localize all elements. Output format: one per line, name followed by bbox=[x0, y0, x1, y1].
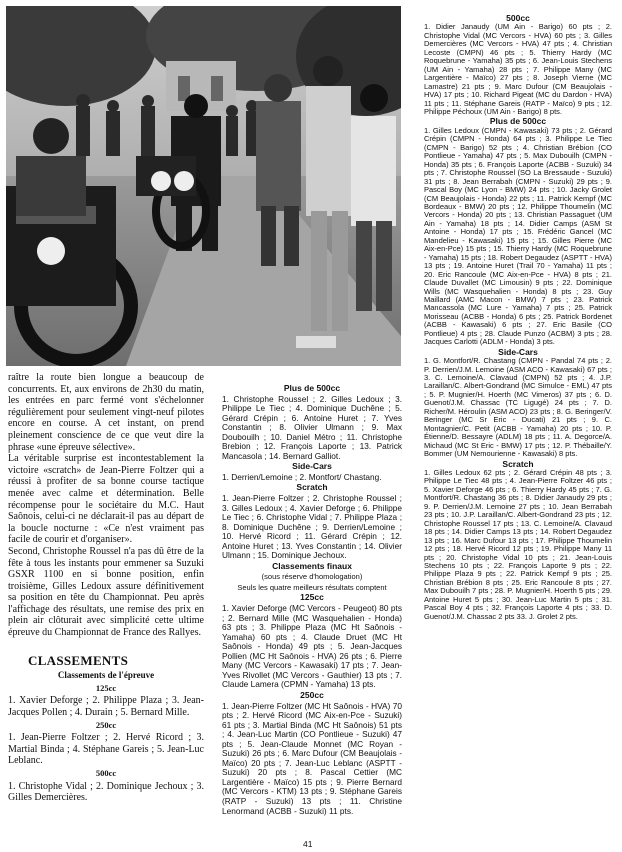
article-paragraph: La véritable surprise est incontestablement la victoire «scratch» de Jean-Pierre Foltzer qui a réussi à profiter de sa bonne course tactique menée avec calme et détermination. Belle récompense pour le sociétaire du M.C. Haut Saônois, celui-ci ne déclarait-il pas au départ de la boucle nocturne : «Ce n'est vraiment pas facile de courir et d'organiser». bbox=[8, 453, 204, 546]
section-heading: 125cc bbox=[95, 682, 117, 693]
results-text: 1. G. Montfort/R. Chastang (CMPN - Pandal 74 pts ; 2. P. Derrien/J.M. Lemoine (ASM ACO - Kawasaki) 67 pts ; 3. C. Lemoine/A. Clavaud (CMPN) 52 pts ; 4. J.P. Laraillan/C. Albert-Gondrand (MC Simulce - EML) 47 pts ; 5. P. Mugnier/H. Hoerth (MC Vimeros) 37 pts ; 6. D. Guenot/J.M. Chassac (TC Ligugé) 24 pts ; 7. D. Richer/M. Héroulin (ASM ACO) 23 pts ; 8. G. Beringer/V. Beringer (MC Sr Eric - Ducati) 21 pts ; 9. C. Montagnier/C. Petit (ACBB - Yamaha) 20 pts ; 10. P. Étienne/D. Bessayre (ADLM) 18 pts ; 11. A. Degorce/A. Michaud (MC St Eric - BMW) 17 pts ; 12. P. Thébaille/Y. Bommer (UM Nemourienne - Kawasaki) 8 pts. bbox=[424, 356, 612, 459]
results-text: 1. Jean-Pierre Foltzer ; 2. Hervé Ricord ; 3. Martial Binda ; 4. Stéphane Gareis ; 5. Jean-Luc Leblanc. bbox=[8, 732, 204, 767]
section-heading: Plus de 500cc bbox=[283, 383, 341, 393]
section-heading: Plus de 500cc bbox=[489, 116, 547, 127]
section-subheading: Seuls les quatre meilleurs résultats comptent bbox=[237, 582, 387, 592]
page-number: 41 bbox=[303, 839, 313, 849]
results-text: 1. Jean-Pierre Foltzer ; 2. Christophe Roussel ; 3. Gilles Ledoux ; 4. Xavier Deforge ; 6. Philippe Le Tiec ; 6. Christophe Vidal ; 7. Philippe Plaza ; 8. Dominique Duchêne ; 9. Derrien/Lemoine ; 10. Hervé Ricord ; 11. Gérard Crépin ; 12. Antoine Huret ; 13. Yves Constantin ; 14. Olivier Ulmann ; 15. Dominique Jechoux. bbox=[222, 493, 402, 561]
classements-heading: CLASSEMENTS bbox=[28, 652, 129, 668]
results-column-right bbox=[424, 13, 612, 621]
section-heading: 500cc bbox=[506, 13, 530, 23]
results-column-middle bbox=[222, 383, 402, 816]
results-text: 1. Christophe Vidal ; 2. Dominique Jechoux ; 3. Gilles Demercières. bbox=[8, 780, 204, 804]
results-text: 1. Xavier Deforge ; 2. Philippe Plaza ; 3. Jean-Jacques Pollen ; 4. Durain ; 5. Bernard Mille. bbox=[8, 695, 204, 719]
section-heading: Side-Cars bbox=[292, 461, 332, 472]
results-text: 1. Didier Janaudy (UM Ain - Barigo) 60 pts ; 2. Christophe Vidal (MC Vercors - HVA) 60 pts ; 3. Gilles Demercières (MC Vercors - HVA) 47 pts ; 4. Christian Lecoste (CMPN) 46 pts ; 5. Thierry Hardy (MC Roquebrune - Yamaha) 35 pts ; 6. Jean-Louis Stechens (UM Ain - Yamaha) 28 pts ; 7. Philippe Many (MC Largentière - Maïco) 27 pts ; 8. Joseph Vierne (MC Lamastre) 21 pts ; 9. Marc Dufour (CM Beaujolais - HVA) 17 pts ; 10. Richard Pigeat (MC du Dardon - HVA) 11 pts ; 11. Stéphane Gareis (RATP - Maïco) 9 pts ; 12. Philippe Péchoux (UM Ain - Barigo) 8 pts. bbox=[424, 22, 612, 116]
section-heading: 500cc bbox=[95, 768, 117, 778]
results-text: 1. Gilles Ledoux 62 pts ; 2. Gérard Crépin 48 pts ; 3. Philippe Le Tiec 48 pts ; 4. Jean-Pierre Foltzer 46 pts ; 5. Xavier Deforge 46 pts ; 6. Thierry Hardy 45 pts ; 7. G. Montfort/R. Chastang 36 pts ; 8. Didier Janaudy 29 pts ; 9. P. Derrien/J.M. Lemoine 27 pts ; 10. Jean Berrabah 23 pts ; 10. J.P. Laraillan/C. Albert-Gondrand 23 pts ; 12. Christophe Roussel 17 pts ; 13. C. Lemoine/A. Clavaud 18 pts ; 14. Didier Camps 13 pts ; 14. Robert Degaudez 13 pts ; 16. Marc Dufour 13 pts ; 17. Philippe Thoumelin 12 pts ; 18. Hervé Ricord 12 pts ; 19. Philippe Many 11 pts ; 20. Christophe Vidal 10 pts ; 21. Jean-Louis Stechens 10 pts ; 22. François Laporte 9 pts ; 22. Philippe Plaza 9 pts ; 22. Patrick Kempf 9 pts ; 25. Christian Brébion 8 pts ; 25. Eric Rancoule 8 pts ; 27. Max Dubouilh 7 pts ; 28. P. Mugnier/H. Hoerth 5 pts ; 29. Antoine Huret 5 pts ; 30. Jean-Luc Martin 5 pts ; 31. Pascal Boy 4 pts ; 32. François Laporte 4 pts ; 33. D. Guenot/J.M. Chassac 2 pts 33. J. Grolet 2 pts. bbox=[424, 468, 612, 621]
results-text: 1. Xavier Deforge (MC Vercors - Peugeot) 80 pts ; 2. Bernard Mille (MC Wasquehalien - Honda) 63 pts ; 3. Philippe Plaza (MC Ht Saônois - Yamaha) 60 pts ; 4. Claude Druet (MC Ht Saônois - Honda) 49 pts ; 5. Jean-Jacques Pollien (MC Ht Saônois - HVA) 26 pts ; 6. Pierre Many (MC Vercors - Kawasaki) 17 pts ; 7. Jean-Yves Rivollet (MC Vercors - Gauthier) 13 pts ; 7. Claude Lamera (CPMN - Yamaha) 13 pts. bbox=[222, 603, 402, 690]
section-subheading: (sous réserve d'homologation) bbox=[261, 572, 363, 582]
section-heading: 250cc bbox=[95, 719, 117, 730]
section-heading: Scratch bbox=[296, 482, 328, 493]
results-text: 1. Jean-Pierre Foltzer (MC Ht Saônois - HVA) 70 pts ; 2. Hervé Ricord (MC Aix-en-Pce - Suzuki) 61 pts ; 3. Martial Binda (MC Ht Saônois) 51 pts ; 4. Jean-Luc Martin (CO Pontlieue - Suzuki) 47 pts ; 5. Jean-Claude Monnet (MC Royan - Suzuki) 26 pts ; 6. Marc Dufour (CM Beaujolais - Maïco) 20 pts ; 7. Jean-Luc Leblanc (ASPTT - Suzuki) 20 pts ; 8. Pascal Cettier (MC Largentière - Maïco) 15 pts ; 9. Pierre Bernard (MC Vercors - KTM) 13 pts ; 9. Stéphane Gareis (RATP - Suzuki) 13 pts ; 11. Christine Lenormand (ACBB - Suzuki) 11 pts. bbox=[222, 700, 402, 816]
article-column bbox=[8, 372, 204, 804]
results-text: 1. Christophe Roussel ; 2. Gilles Ledoux ; 3. Philippe Le Tiec ; 4. Dominique Duchêne ; 5. Gérard Crépin ; 6. Antoine Huret ; 7. Yves Constantin ; 8. Olivier Ulmann ; 9. Max Doubouilh ; 10. Daniel Métro ; 11. Christophe Brebion ; 12. François Laporte ; 13. Patrick Mancasola ; 14. Bernard Galliot. bbox=[222, 393, 402, 461]
section-heading: Side-Cars bbox=[498, 346, 538, 357]
section-heading: 125cc bbox=[300, 592, 324, 603]
epreuve-heading: Classements de l'épreuve bbox=[57, 670, 155, 681]
results-text: 1. Gilles Ledoux (CMPN - Kawasaki) 73 pts ; 2. Gérard Crépin (CMPN - Honda) 64 pts ; 3. Philippe Le Tiec (CMPN - Barigo) 52 pts ; 4. Christian Brébion (CO Pontlieue - Yamaha) 47 pts ; 5. Max Dubouilh (CMPN - Honda) 35 pts ; 6. François Laporte (ACBB - Suzuki) 34 pts ; 7. Christophe Roussel (SO La Bressaude - Suzuki) 31 pts ; 8. Jean Berrabah (CMPN - Suzuki) 29 pts ; 9. Pascal Boy (MC Lyon - BMW) 24 pts ; 10. Jacky Grolet (CM Beaujolais - Honda) 22 pts ; 11. Patrick Kempf (MC Bordeaux - BMW) 20 pts ; 12. Philippe Thoumelin (MC Vercors - Honda) 20 pts ; 13. Christian Passaguet (UM Ain - Yamaha) 18 pts ; 14. Didier Camps (ASM St Antoine - Honda) 17 pts ; 15. Frédéric Gancel (MC Mandelieu - Kawasaki) 15 pts ; 15. Gilles Pierre (MC Aix-en-Pce) 15 pts ; 15. Thierry Hardy (MC Roquebrune - Yamaha) 15 pts ; 18. Robert Degaudez (ASPTT - HVA) 13 pts ; 19. Antoine Huret (Trail 70 - Yamaha) 11 pts ; 20. Eric Rancoule (MC Aix-en-Pce - HVA) 8 pts ; 21. Claude Duvallet (MC Limousin) 9 pts ; 22. Dominique Wills (MC Wasquehalien - Honda) 8 pts ; 23. Guy Maillard (AMC Macon - BMW) 7 pts ; 23. Patrick Mancassola (MC Lure - Yamaha) 7 pts ; 25. Patrick Morisseau (ACBB - Honda) 6 pts ; 25. Patrick Bordenet (ACBB - Kawasaki) 6 pts ; 27. Eric Basile (CO Pontlieue) 4 pts ; 28. Claude Punzo (ACBM) 3 pts ; 28. Jacques Carlotti (ADLM - Honda) 3 pts. bbox=[424, 125, 612, 347]
section-heading: Classements finaux bbox=[272, 560, 352, 571]
photo-icon bbox=[6, 6, 401, 366]
article-paragraph: Second, Christophe Roussel n'a pas dû être de la fête à tous les instants pour emmener sa Suzuki GSXR 1100 en si bonne position, enfin troisième, Gilles Ledoux assure définitivement sa position en tête du Championnat. Peu après l'affichage des résultats, une remise des prix en plein air clôturait avec simplicité cette ultime épreuve du Championnat de France des Rallyes. bbox=[8, 545, 204, 639]
results-text: 1. Derrien/Lemoine ; 2. Montfort/ Chastang. bbox=[222, 471, 382, 482]
article-paragraph: raître la route bien longue a beaucoup de concurrents. Et, aux environs de 2h30 du matin, les entrées en parc fermé vont s'échelonner régulièrement pour seulement vingt-neuf pilotes encore en course. A cet instant, on prend pleinement conscience de ce que veut dire la phrase «une épreuve sélective». bbox=[8, 372, 204, 453]
section-heading: Scratch bbox=[502, 458, 534, 469]
race-photo bbox=[6, 6, 401, 366]
section-heading: 250cc bbox=[300, 689, 324, 700]
